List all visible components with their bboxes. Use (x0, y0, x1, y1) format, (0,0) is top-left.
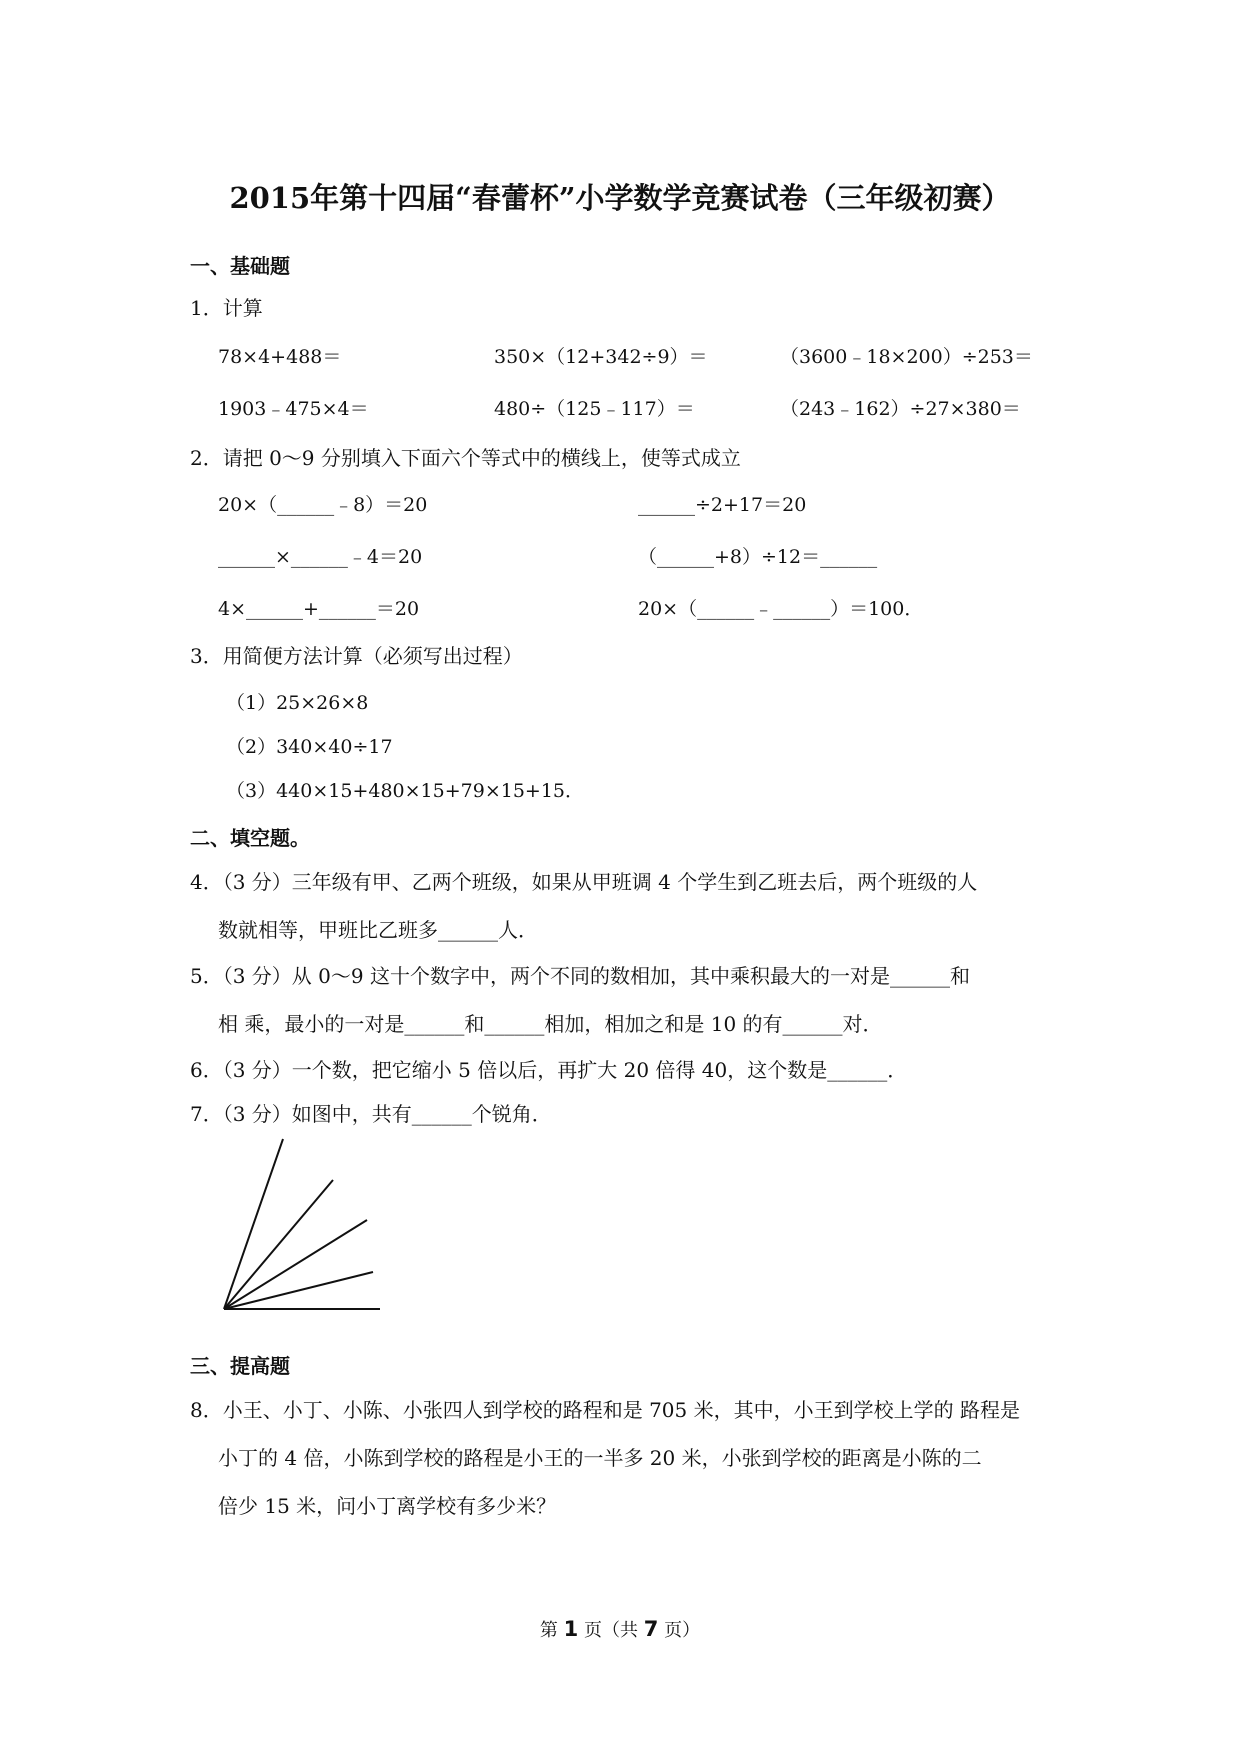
question-5-line: 5．（3 分）从 0～9 这十个数字中，两个不同的数相加，其中乘积最大的一对是______和 (190, 964, 970, 988)
footer-prefix: 第 (539, 1620, 558, 1641)
question-8-line: 小丁的 4 倍，小陈到学校的路程是小王的一半多 20 米，小张到学校的距离是小陈的二 (218, 1446, 982, 1470)
fill-equation: 4×______+______＝20 (218, 598, 420, 620)
fill-equation: （______+8）÷12＝______ (638, 546, 878, 568)
sub-question: （2）340×40÷17 (226, 736, 393, 758)
fill-equation: 20×（______﹣8）＝20 (218, 494, 428, 516)
question-7: 7．（3 分）如图中，共有______个锐角． (190, 1102, 552, 1126)
page-number: 1 (563, 1617, 579, 1641)
sub-question: （3）440×15+480×15+79×15+15． (226, 780, 585, 802)
section-heading-advanced: 三、提高题 (190, 1354, 290, 1378)
calc-expression: （3600﹣18×200）÷253＝ (780, 346, 1033, 368)
fill-equation: ______÷2+17＝20 (638, 494, 807, 516)
ray (224, 1272, 373, 1309)
calc-expression: 78×4+488＝ (218, 346, 342, 368)
section-heading-basic: 一、基础题 (190, 254, 290, 278)
page-footer (0, 1616, 1240, 1642)
question-2-label: 2．请把 0～9 分别填入下面六个等式中的横线上，使等式成立 (190, 446, 741, 470)
calc-expression: 480÷（125﹣117）＝ (494, 398, 695, 420)
ray (224, 1139, 283, 1309)
ray (224, 1180, 333, 1309)
question-1-label: 1．计算 (190, 296, 263, 320)
calc-expression: （243﹣162）÷27×380＝ (780, 398, 1021, 420)
footer-middle: 页（共 (584, 1620, 638, 1641)
total-pages: 7 (643, 1617, 659, 1641)
section-heading-fill-blank: 二、填空题。 (190, 826, 310, 850)
footer-suffix: 页） (664, 1620, 701, 1641)
calc-expression: 1903﹣475×4＝ (218, 398, 369, 420)
sub-question: （1）25×26×8 (226, 692, 369, 714)
calc-expression: 350×（12+342÷9）＝ (494, 346, 708, 368)
ray (224, 1220, 367, 1309)
question-8-line: 倍少 15 米，问小丁离学校有多少米？ (218, 1494, 557, 1518)
question-3-label: 3．用简便方法计算（必须写出过程） (190, 644, 523, 668)
question-4-line: 4．（3 分）三年级有甲、乙两个班级，如果从甲班调 4 个学生到乙班去后，两个班级的人 (190, 870, 978, 894)
page-title: 2015年第十四届“春蕾杯”小学数学竞赛试卷（三年级初赛） (229, 181, 1011, 215)
fill-equation: 20×（______﹣______）＝100． (638, 598, 924, 620)
question-4-line: 数就相等，甲班比乙班多______人． (218, 918, 538, 942)
question-8-line: 8．小王、小丁、小陈、小张四人到学校的路程和是 705 米，其中，小王到学校上学的 路程是 (190, 1398, 1020, 1422)
acute-angles-figure (210, 1135, 390, 1315)
question-5-line: 相 乘，最小的一对是______和______相加，相加之和是 10 的有______对． (218, 1012, 883, 1036)
question-6: 6．（3 分）一个数，把它缩小 5 倍以后，再扩大 20 倍得 40，这个数是______． (190, 1058, 908, 1082)
fill-equation: ______×______﹣4＝20 (218, 546, 423, 568)
